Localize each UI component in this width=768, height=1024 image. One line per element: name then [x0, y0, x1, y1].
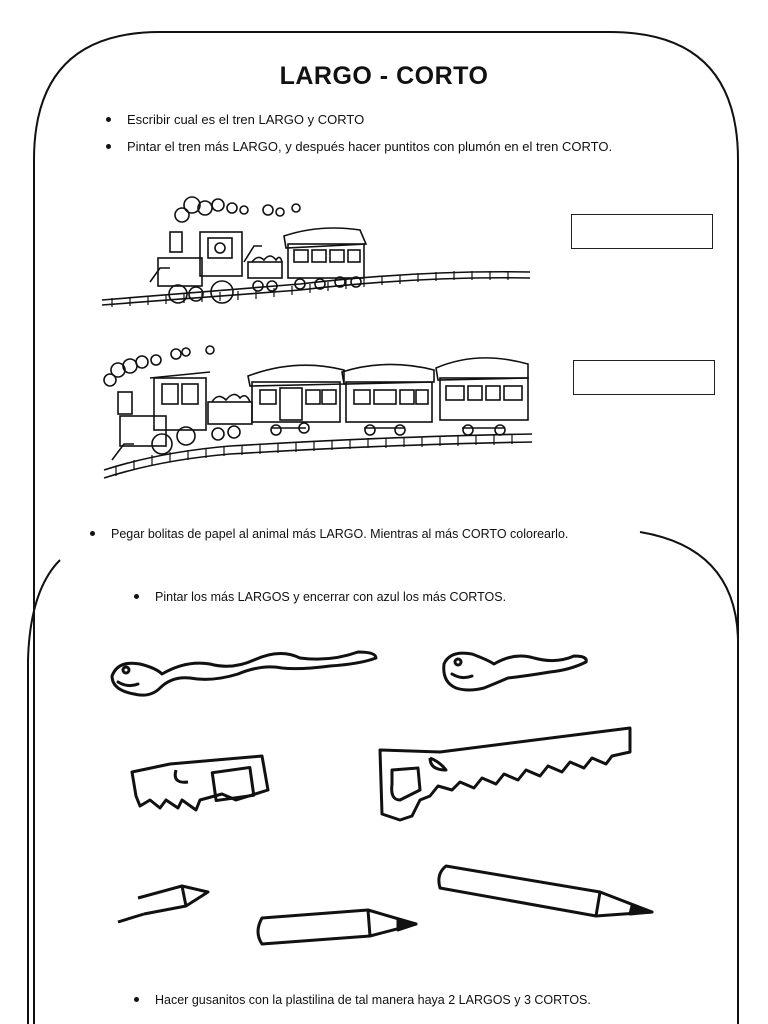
bullet-icon: [106, 117, 111, 122]
instruction-trains-2: Pintar el tren más LARGO, y después hacer puntitos con plumón en el tren CORTO.: [106, 139, 612, 154]
bullet-icon: [134, 594, 139, 599]
bullet-icon: [106, 144, 111, 149]
page-title: LARGO - CORTO: [279, 62, 489, 90]
instruction-objects: Pintar los más LARGOS y encerrar con azul los más CORTOS.: [134, 590, 506, 604]
bullet-icon: [134, 997, 139, 1002]
bullet-icon: [90, 531, 95, 536]
long-train-answer-box[interactable]: [573, 360, 715, 395]
short-train-answer-box[interactable]: [571, 214, 713, 249]
instruction-trains-1: Escribir cual es el tren LARGO y CORTO: [106, 112, 364, 127]
instruction-plasticine: Hacer gusanitos con la plastilina de tal manera haya 2 LARGOS y 3 CORTOS.: [134, 993, 591, 1007]
instruction-animals: Pegar bolitas de papel al animal más LARGO. Mientras al más CORTO colorearlo.: [90, 527, 568, 541]
